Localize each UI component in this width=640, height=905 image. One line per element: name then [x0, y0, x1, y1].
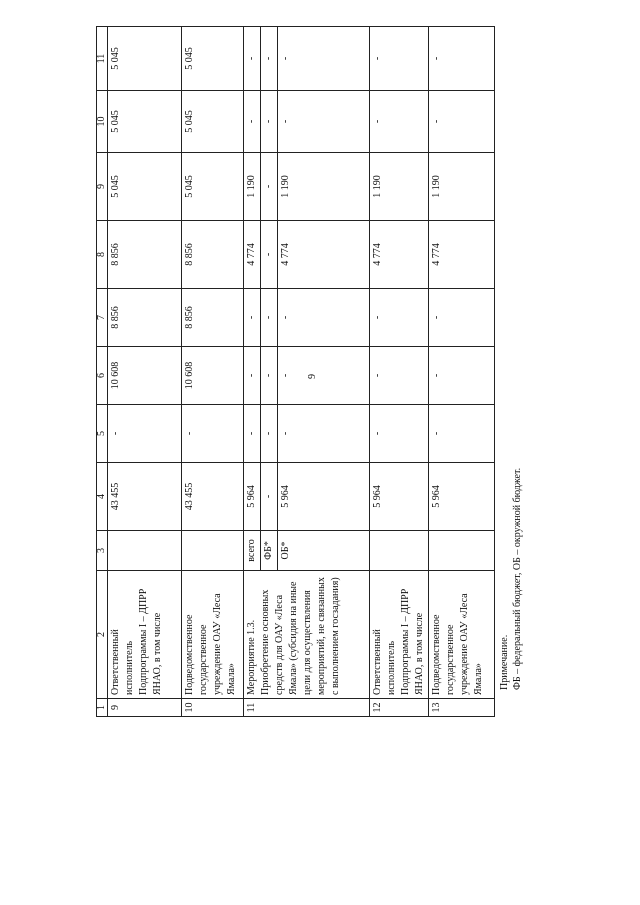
- cell-c11: -: [278, 27, 370, 91]
- col-header: 8: [97, 221, 108, 289]
- cell-c6: -: [244, 347, 261, 405]
- cell-c8: 4 774: [278, 221, 370, 289]
- cell-c11: -: [429, 27, 495, 91]
- cell-c11: -: [244, 27, 261, 91]
- cell-c4: 5 964: [244, 463, 261, 531]
- cell-c6: -: [261, 347, 278, 405]
- cell-c8: 8 856: [182, 221, 244, 289]
- cell-c4: 5 964: [370, 463, 429, 531]
- cell-c8: 8 856: [108, 221, 182, 289]
- cell-c11: -: [370, 27, 429, 91]
- cell-c9: 5 045: [182, 153, 244, 221]
- row-description: Мероприятие 1.3. Приобретение основных средств для ОАУ «Леса Ямала» (субсидия на иные цели для осуществления мероприятий, не связанных с выполнением госзадания): [244, 571, 370, 699]
- cell-c6: 10 608: [108, 347, 182, 405]
- cell-c11: 5 045: [108, 27, 182, 91]
- row-number: 10: [182, 699, 244, 717]
- row-number: 11: [244, 699, 370, 717]
- budget-table: [96, 26, 495, 717]
- cell-c5: -: [244, 405, 261, 463]
- header-row: [97, 27, 108, 717]
- col-header: 9: [97, 153, 108, 221]
- row-source: всего: [244, 531, 261, 571]
- cell-c7: -: [261, 289, 278, 347]
- cell-c7: 8 856: [108, 289, 182, 347]
- cell-c6: 10 608: [182, 347, 244, 405]
- page-number: 9: [307, 374, 318, 379]
- cell-c10: -: [429, 91, 495, 153]
- cell-c10: 5 045: [182, 91, 244, 153]
- cell-c8: 4 774: [244, 221, 261, 289]
- cell-c4: 43 455: [182, 463, 244, 531]
- cell-c9: 1 190: [278, 153, 370, 221]
- table-row: [108, 27, 182, 717]
- cell-c9: 1 190: [370, 153, 429, 221]
- col-header: 7: [97, 289, 108, 347]
- row-source: [182, 531, 244, 571]
- cell-c8: 4 774: [370, 221, 429, 289]
- col-header: 4: [97, 463, 108, 531]
- cell-c10: 5 045: [108, 91, 182, 153]
- cell-c5: -: [370, 405, 429, 463]
- cell-c7: -: [429, 289, 495, 347]
- col-header: 10: [97, 91, 108, 153]
- col-header: 3: [97, 531, 108, 571]
- row-number: 13: [429, 699, 495, 717]
- row-source: [108, 531, 182, 571]
- cell-c8: -: [261, 221, 278, 289]
- col-header: 2: [97, 571, 108, 699]
- table-row: [182, 27, 244, 717]
- note-title: Примечание.: [499, 634, 510, 690]
- cell-c4: -: [261, 463, 278, 531]
- cell-c7: 8 856: [182, 289, 244, 347]
- note-block: [498, 430, 524, 690]
- cell-c10: -: [261, 91, 278, 153]
- cell-c5: -: [108, 405, 182, 463]
- cell-c6: -: [278, 347, 370, 405]
- table-row: [370, 27, 429, 717]
- col-header: 5: [97, 405, 108, 463]
- cell-c7: -: [370, 289, 429, 347]
- cell-c7: -: [278, 289, 370, 347]
- row-source: [370, 531, 429, 571]
- note-text: ФБ – федеральный бюджет, ОБ – окружной бюджет.: [512, 467, 523, 690]
- col-header: 11: [97, 27, 108, 91]
- table-row: [244, 27, 261, 717]
- table-row: [429, 27, 495, 717]
- cell-c5: -: [261, 405, 278, 463]
- row-description: Ответственный исполнитель Подпрограммы I – ДПРР ЯНАО, в том числе: [370, 571, 429, 699]
- cell-c10: -: [370, 91, 429, 153]
- cell-c9: 1 190: [429, 153, 495, 221]
- row-source: [429, 531, 495, 571]
- row-number: 9: [108, 699, 182, 717]
- cell-c10: -: [244, 91, 261, 153]
- cell-c4: 5 964: [278, 463, 370, 531]
- row-source: ОБ*: [278, 531, 370, 571]
- cell-c4: 43 455: [108, 463, 182, 531]
- cell-c5: -: [429, 405, 495, 463]
- row-number: 12: [370, 699, 429, 717]
- cell-c11: 5 045: [182, 27, 244, 91]
- row-description: Подведомственное государственное учреждение ОАУ «Леса Ямала»: [182, 571, 244, 699]
- cell-c10: -: [278, 91, 370, 153]
- cell-c9: -: [261, 153, 278, 221]
- cell-c9: 5 045: [108, 153, 182, 221]
- row-source: ФБ*: [261, 531, 278, 571]
- rotated-table-container: [96, 27, 484, 717]
- cell-c11: -: [261, 27, 278, 91]
- cell-c4: 5 964: [429, 463, 495, 531]
- cell-c5: -: [182, 405, 244, 463]
- cell-c9: 1 190: [244, 153, 261, 221]
- cell-c6: -: [429, 347, 495, 405]
- col-header: 6: [97, 347, 108, 405]
- cell-c8: 4 774: [429, 221, 495, 289]
- cell-c5: -: [278, 405, 370, 463]
- cell-c6: -: [370, 347, 429, 405]
- row-description: Ответственный исполнитель Подпрограммы I – ДПРР ЯНАО, в том числе: [108, 571, 182, 699]
- cell-c7: -: [244, 289, 261, 347]
- col-header: 1: [97, 699, 108, 717]
- row-description: Подведомственное государственное учреждение ОАУ «Леса Ямала»: [429, 571, 495, 699]
